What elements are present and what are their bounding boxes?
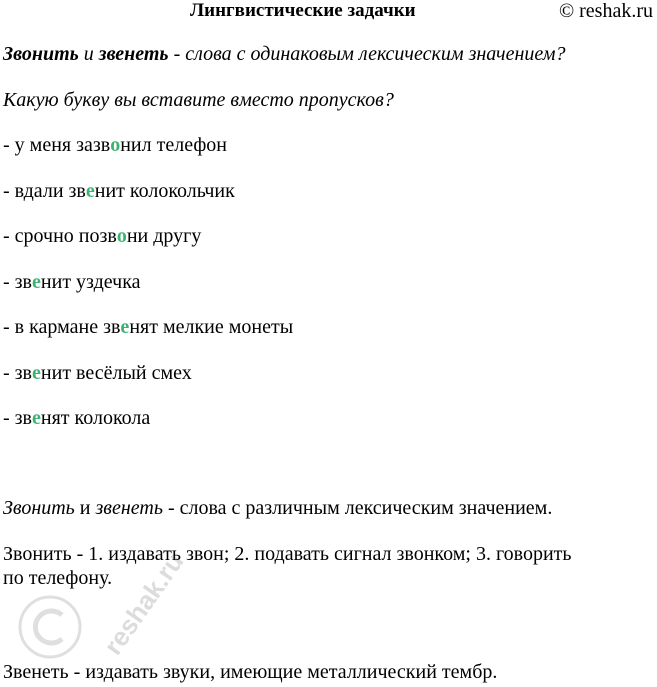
list-item xyxy=(3,224,201,248)
page-title: Лингвистические задачки xyxy=(190,0,416,21)
item-text-before: - в кармане зв xyxy=(3,316,121,338)
item-text-before: - зв xyxy=(3,407,33,429)
conjunction: и xyxy=(78,43,99,65)
answer-line-1 xyxy=(3,496,552,520)
item-text-before: - зв xyxy=(3,271,33,293)
answer-rest: - слова с различным лексическим значением. xyxy=(162,497,553,519)
list-item xyxy=(3,270,141,294)
question-rest: - слова с одинаковым лексическим значением? xyxy=(168,43,566,65)
svg-text:reshak.ru: reshak.ru xyxy=(97,547,190,661)
word-zvenet: звенеть xyxy=(98,43,169,65)
item-text-after: ни другу xyxy=(126,225,202,247)
list-item xyxy=(3,133,227,157)
word-zvenet: звенеть xyxy=(95,497,163,519)
item-text-before: - зв xyxy=(3,362,33,384)
answer-definition-zvonit: Звонить - 1. издавать звон; 2. подавать сигнал звонком; 3. говорить xyxy=(3,543,572,565)
copyright-label: © reshak.ru xyxy=(558,0,653,22)
inserted-letter: о xyxy=(110,134,121,156)
answer-definition-zvonit-cont: по телефону. xyxy=(3,567,113,589)
list-item xyxy=(3,315,293,339)
item-text-after: нят мелкие монеты xyxy=(129,316,294,338)
list-item xyxy=(3,179,235,203)
item-text-before: - у меня зазв xyxy=(3,134,111,156)
inserted-letter: е xyxy=(32,271,41,293)
item-text-after: нит уздечка xyxy=(40,271,141,293)
inserted-letter: е xyxy=(32,362,41,384)
item-text-before: - вдали зв xyxy=(3,180,86,202)
inserted-letter: е xyxy=(120,316,130,338)
list-item xyxy=(3,406,150,430)
item-text-after: нил телефон xyxy=(120,134,227,156)
inserted-letter: е xyxy=(32,407,41,429)
word-zvonit: Звонить xyxy=(3,43,79,65)
word-zvonit: Звонить xyxy=(3,497,75,519)
question-line-1 xyxy=(3,42,566,66)
answer-definition-zvenet: Звенеть - издавать звуки, имеющие металлический тембр. xyxy=(3,661,498,683)
question-line-2: Какую букву вы вставите вместо пропусков? xyxy=(3,89,394,111)
inserted-letter: о xyxy=(116,225,127,247)
list-item xyxy=(3,361,192,385)
item-text-after: нит колокольчик xyxy=(94,180,235,202)
item-text-after: нит весёлый смех xyxy=(40,362,192,384)
item-text-after: нят колокола xyxy=(40,407,151,429)
inserted-letter: е xyxy=(85,180,95,202)
conjunction: и xyxy=(74,497,96,519)
item-text-before: - срочно позв xyxy=(3,225,117,247)
